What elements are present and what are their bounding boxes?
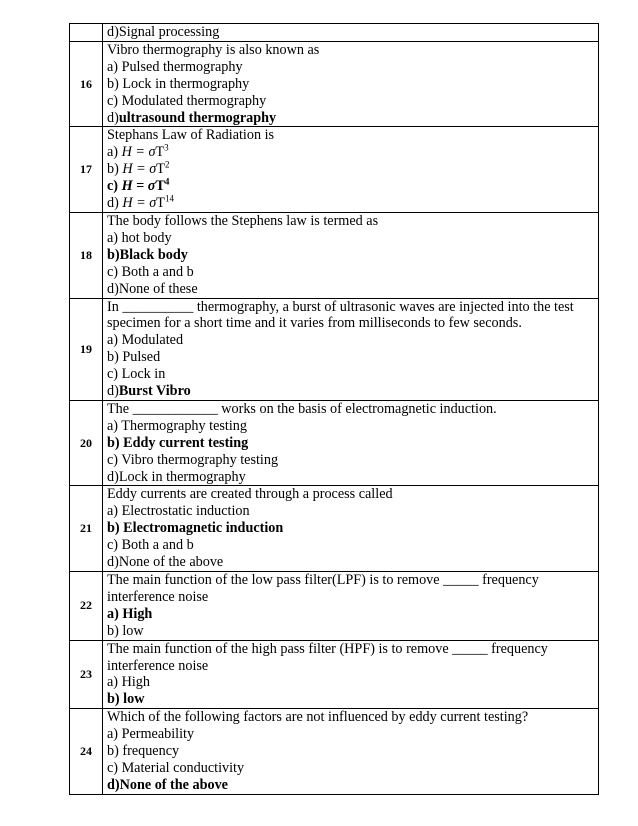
answer-option: [107, 281, 594, 298]
question-row: [70, 572, 599, 641]
answer-option: [107, 418, 594, 435]
line-text: Stephans Law of Radiation is: [107, 127, 275, 144]
answer-option: [107, 537, 594, 554]
exponent: 14: [164, 193, 174, 204]
answer-option: [107, 452, 594, 469]
answer-option: [107, 777, 594, 794]
question-text: [107, 709, 594, 726]
answer-option: [107, 93, 594, 110]
line-text: a) hot body: [107, 229, 172, 246]
question-text: [107, 486, 594, 503]
answer-option: [107, 469, 594, 486]
line-text: d)Signal processing: [107, 24, 220, 40]
option-prefix: b): [107, 161, 123, 178]
answer-option: [107, 349, 594, 366]
question-content: [103, 486, 599, 572]
question-row: [70, 212, 599, 298]
answer-option: [107, 691, 594, 708]
question-number: 18: [70, 212, 103, 298]
answer-option: [107, 144, 594, 161]
correct-answer: a) High: [107, 605, 153, 622]
answer-option: [107, 520, 594, 537]
question-table: [69, 23, 599, 795]
line-text: a) Pulsed thermography: [107, 58, 243, 75]
question-number: 23: [70, 640, 103, 709]
question-row: [70, 127, 599, 213]
line-text: a) High: [107, 674, 150, 691]
formula: H = σ: [122, 161, 157, 178]
answer-option: [107, 230, 594, 247]
question-text: [107, 641, 594, 675]
line-text: The ____________ works on the basis of electromagnetic induction.: [107, 400, 497, 417]
question-content: [103, 127, 599, 213]
question-text: [107, 299, 594, 333]
question-number: 22: [70, 572, 103, 641]
answer-option: [107, 264, 594, 281]
line-text: T: [156, 195, 165, 212]
question-number: [70, 24, 103, 42]
formula: H = σ: [121, 144, 156, 161]
correct-answer: b) low: [107, 691, 145, 708]
question-content: [103, 212, 599, 298]
line-text: c) Lock in: [107, 366, 166, 383]
question-row: [70, 400, 599, 486]
line-text: The main function of the low pass filter(LPF) is to remove _____ frequency interference noise: [107, 572, 539, 605]
line-text: c) Both a and b: [107, 537, 194, 554]
exponent: 3: [164, 142, 169, 153]
option-prefix: a): [107, 144, 122, 161]
question-row: [70, 41, 599, 127]
correct-answer: Burst Vibro: [118, 383, 191, 400]
question-content: [103, 41, 599, 127]
exponent: 4: [164, 176, 170, 187]
answer-option: [107, 383, 594, 400]
question-number: 16: [70, 41, 103, 127]
line-text: d)Lock in thermography: [107, 468, 246, 485]
question-content: [103, 640, 599, 709]
line-text: b) Lock in thermography: [107, 75, 250, 92]
line-text: a) Permeability: [107, 726, 195, 743]
answer-option: [107, 110, 594, 127]
option-prefix: d): [107, 109, 119, 126]
line-text: In __________ thermography, a burst of ultrasonic waves are injected into the test specimen for a short time and it varies from milliseconds to few seconds.: [107, 298, 574, 332]
line-text: b) frequency: [107, 743, 180, 760]
line-text: The body follows the Stephens law is termed as: [107, 212, 379, 229]
question-text: [107, 572, 594, 606]
question-text: [107, 401, 594, 418]
line-text: The main function of the high pass filter (HPF) is to remove _____ frequency interference noise: [107, 640, 548, 674]
question-number: 24: [70, 709, 103, 795]
line-text: Eddy currents are created through a process called: [107, 486, 393, 503]
question-content: [103, 24, 599, 42]
answer-option: [107, 760, 594, 777]
question-row: [70, 24, 599, 42]
line-text: c) Both a and b: [107, 263, 194, 280]
line-text: a) Electrostatic induction: [107, 503, 250, 520]
formula: H = σ: [122, 195, 157, 212]
answer-option: [107, 503, 594, 520]
question-number: 20: [70, 400, 103, 486]
answer-option: [107, 743, 594, 760]
question-number: 17: [70, 127, 103, 213]
correct-answer: b) Electromagnetic induction: [107, 520, 284, 537]
question-row: [70, 298, 599, 400]
question-table-body: [70, 24, 599, 795]
answer-option: [107, 726, 594, 743]
answer-option: [107, 59, 594, 76]
line-text: c) Vibro thermography testing: [107, 451, 279, 468]
line-text: b) Pulsed: [107, 349, 161, 366]
line-text: Vibro thermography is also known as: [107, 41, 320, 58]
question-row: [70, 709, 599, 795]
question-number: 19: [70, 298, 103, 400]
question-text: [107, 42, 594, 59]
question-text: [107, 24, 594, 41]
line-text: a) Thermography testing: [107, 417, 247, 434]
option-prefix: c): [107, 178, 122, 195]
question-content: [103, 572, 599, 641]
answer-option: [107, 435, 594, 452]
line-text: b) low: [107, 622, 144, 639]
question-text: [107, 213, 594, 230]
answer-option: [107, 366, 594, 383]
line-text: T: [155, 144, 165, 161]
correct-answer: d)None of the above: [107, 776, 228, 793]
answer-option: [107, 178, 594, 195]
question-text: [107, 127, 594, 144]
answer-option: [107, 76, 594, 93]
line-text: d)None of these: [107, 280, 198, 297]
question-row: [70, 486, 599, 572]
option-prefix: d): [107, 383, 119, 400]
correct-answer: b)Black body: [107, 246, 188, 263]
exponent: 2: [164, 159, 170, 170]
answer-option: [107, 247, 594, 264]
line-text: c) Modulated thermography: [107, 92, 267, 109]
line-text: T: [156, 161, 165, 178]
line-text: a) Modulated: [107, 332, 184, 349]
line-text: c) Material conductivity: [107, 759, 245, 776]
answer-option: [107, 606, 594, 623]
correct-answer: b) Eddy current testing: [107, 434, 249, 451]
answer-option: [107, 195, 594, 212]
answer-option: [107, 332, 594, 349]
correct-answer: ultrasound thermography: [118, 109, 277, 126]
correct-answer: T: [155, 178, 165, 195]
answer-option: [107, 554, 594, 571]
option-prefix: d): [107, 195, 123, 212]
question-content: [103, 298, 599, 400]
formula: H = σ: [121, 178, 156, 195]
line-text: d)None of the above: [107, 554, 224, 571]
question-number: 21: [70, 486, 103, 572]
question-content: [103, 709, 599, 795]
line-text: Which of the following factors are not influenced by eddy current testing?: [107, 709, 529, 726]
question-content: [103, 400, 599, 486]
answer-option: [107, 623, 594, 640]
answer-option: [107, 161, 594, 178]
answer-option: [107, 674, 594, 691]
question-row: [70, 640, 599, 709]
